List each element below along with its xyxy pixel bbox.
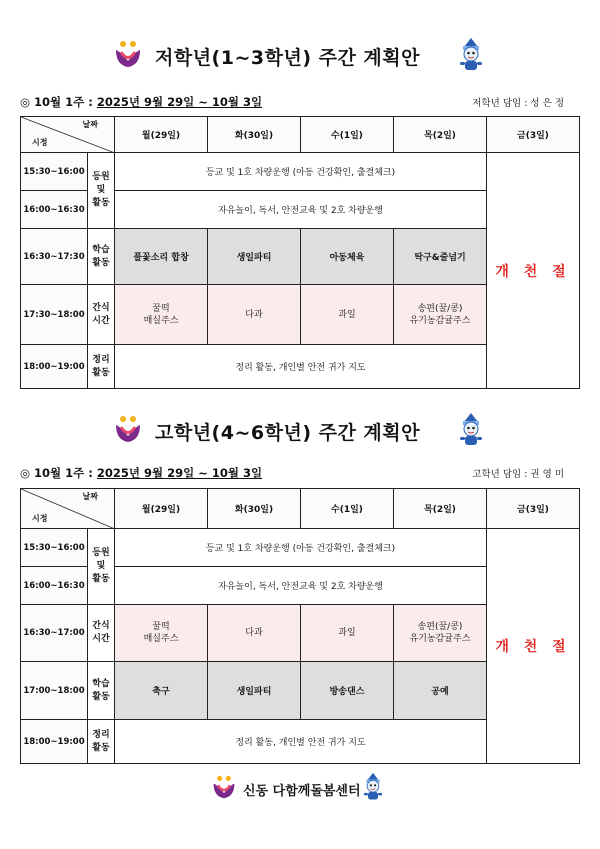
week-range: 2025년 9월 29일 ~ 10월 3일 <box>96 95 263 109</box>
time-slot: 16:00~16:30 <box>21 191 88 229</box>
activity-cell: 자유놀이, 독서, 안전교육 및 2호 차량운행 <box>115 567 487 605</box>
activity-cell: 정리 활동, 개인별 안전 귀가 지도 <box>115 720 487 764</box>
snack-cell: 과일 <box>301 285 394 345</box>
time-slot: 18:00~19:00 <box>21 345 88 389</box>
week-label: ◎ 10월 1주 : <box>20 95 97 109</box>
teacher-label: 고학년 담임 : 권 영 미 <box>472 469 564 480</box>
heart-logo-icon <box>211 774 237 800</box>
category-label: 간식 시간 <box>88 605 115 662</box>
section-title: 저학년(1~3학년) 주간 계획안 <box>155 47 420 69</box>
snack-cell: 꿀떡 매실주스 <box>115 285 208 345</box>
activity-cell: 생일파티 <box>208 229 301 285</box>
activity-cell: 등교 및 1호 차량운행 (아동 건강확인, 출결체크) <box>115 153 487 191</box>
corner-header <box>21 117 115 153</box>
section1-week-line <box>20 94 580 112</box>
category-label: 정리 활동 <box>88 345 115 389</box>
footer <box>0 771 600 807</box>
snack-cell: 다과 <box>208 285 301 345</box>
mascot-icon <box>458 412 484 448</box>
day-header: 금(3일) <box>487 117 580 153</box>
day-header: 수(1일) <box>301 489 394 529</box>
day-header: 목(2일) <box>394 117 487 153</box>
activity-cell: 공예 <box>394 662 487 720</box>
snack-cell: 다과 <box>208 605 301 662</box>
holiday-cell: 개 천 절 <box>487 153 580 389</box>
corner-header <box>21 489 115 529</box>
section1-plan-table <box>20 116 580 389</box>
mascot-icon <box>362 772 384 802</box>
time-slot: 15:30~16:00 <box>21 529 88 567</box>
corner-time-label: 시정 <box>32 138 48 147</box>
snack-cell: 꿀떡 매실주스 <box>115 605 208 662</box>
section-title: 고학년(4~6학년) 주간 계획안 <box>155 422 420 444</box>
time-slot: 16:30~17:30 <box>21 229 88 285</box>
heart-logo-icon <box>113 39 143 69</box>
category-label: 학습 활동 <box>88 662 115 720</box>
corner-time-label: 시정 <box>32 514 48 523</box>
teacher-label: 저학년 담임 : 성 은 정 <box>472 98 564 109</box>
time-slot: 18:00~19:00 <box>21 720 88 764</box>
section1-title-row <box>0 36 600 76</box>
activity-cell: 탁구&줄넘기 <box>394 229 487 285</box>
center-name: 신동 다함께돌봄센터 <box>243 784 361 799</box>
activity-cell: 방송댄스 <box>301 662 394 720</box>
day-header: 목(2일) <box>394 489 487 529</box>
activity-cell: 등교 및 1호 차량운행 (아동 건강확인, 출결체크) <box>115 529 487 567</box>
activity-cell: 자유놀이, 독서, 안전교육 및 2호 차량운행 <box>115 191 487 229</box>
day-header: 금(3일) <box>487 489 580 529</box>
week-label: ◎ 10월 1주 : <box>20 466 97 480</box>
time-slot: 15:30~16:00 <box>21 153 88 191</box>
day-header: 화(30일) <box>208 117 301 153</box>
day-header: 수(1일) <box>301 117 394 153</box>
category-label: 정리 활동 <box>88 720 115 764</box>
activity-cell: 생일파티 <box>208 662 301 720</box>
mascot-icon <box>458 37 484 73</box>
heart-logo-icon <box>113 414 143 444</box>
day-header: 월(29일) <box>115 489 208 529</box>
corner-day-label: 날짜 <box>82 120 98 129</box>
section2-week-line <box>20 465 580 483</box>
section2-title-row <box>0 411 600 451</box>
week-range: 2025년 9월 29일 ~ 10월 3일 <box>96 466 263 480</box>
time-slot: 17:00~18:00 <box>21 662 88 720</box>
snack-cell: 송편(꿀/콩) 유기농감귤주스 <box>394 285 487 345</box>
activity-cell: 아동체육 <box>301 229 394 285</box>
corner-day-label: 날짜 <box>82 492 98 501</box>
time-slot: 17:30~18:00 <box>21 285 88 345</box>
category-label: 등원 및 활동 <box>88 153 115 229</box>
activity-cell: 풀꽃소리 합창 <box>115 229 208 285</box>
day-header: 월(29일) <box>115 117 208 153</box>
day-header: 화(30일) <box>208 489 301 529</box>
activity-cell: 정리 활동, 개인별 안전 귀가 지도 <box>115 345 487 389</box>
section2-plan-table <box>20 488 580 764</box>
activity-cell: 축구 <box>115 662 208 720</box>
category-label: 간식 시간 <box>88 285 115 345</box>
time-slot: 16:00~16:30 <box>21 567 88 605</box>
snack-cell: 송편(꿀/콩) 유기농감귤주스 <box>394 605 487 662</box>
holiday-cell: 개 천 절 <box>487 529 580 764</box>
week-info <box>20 94 262 110</box>
week-info <box>20 465 262 481</box>
time-slot: 16:30~17:00 <box>21 605 88 662</box>
snack-cell: 과일 <box>301 605 394 662</box>
category-label: 등원 및 활동 <box>88 529 115 605</box>
category-label: 학습 활동 <box>88 229 115 285</box>
